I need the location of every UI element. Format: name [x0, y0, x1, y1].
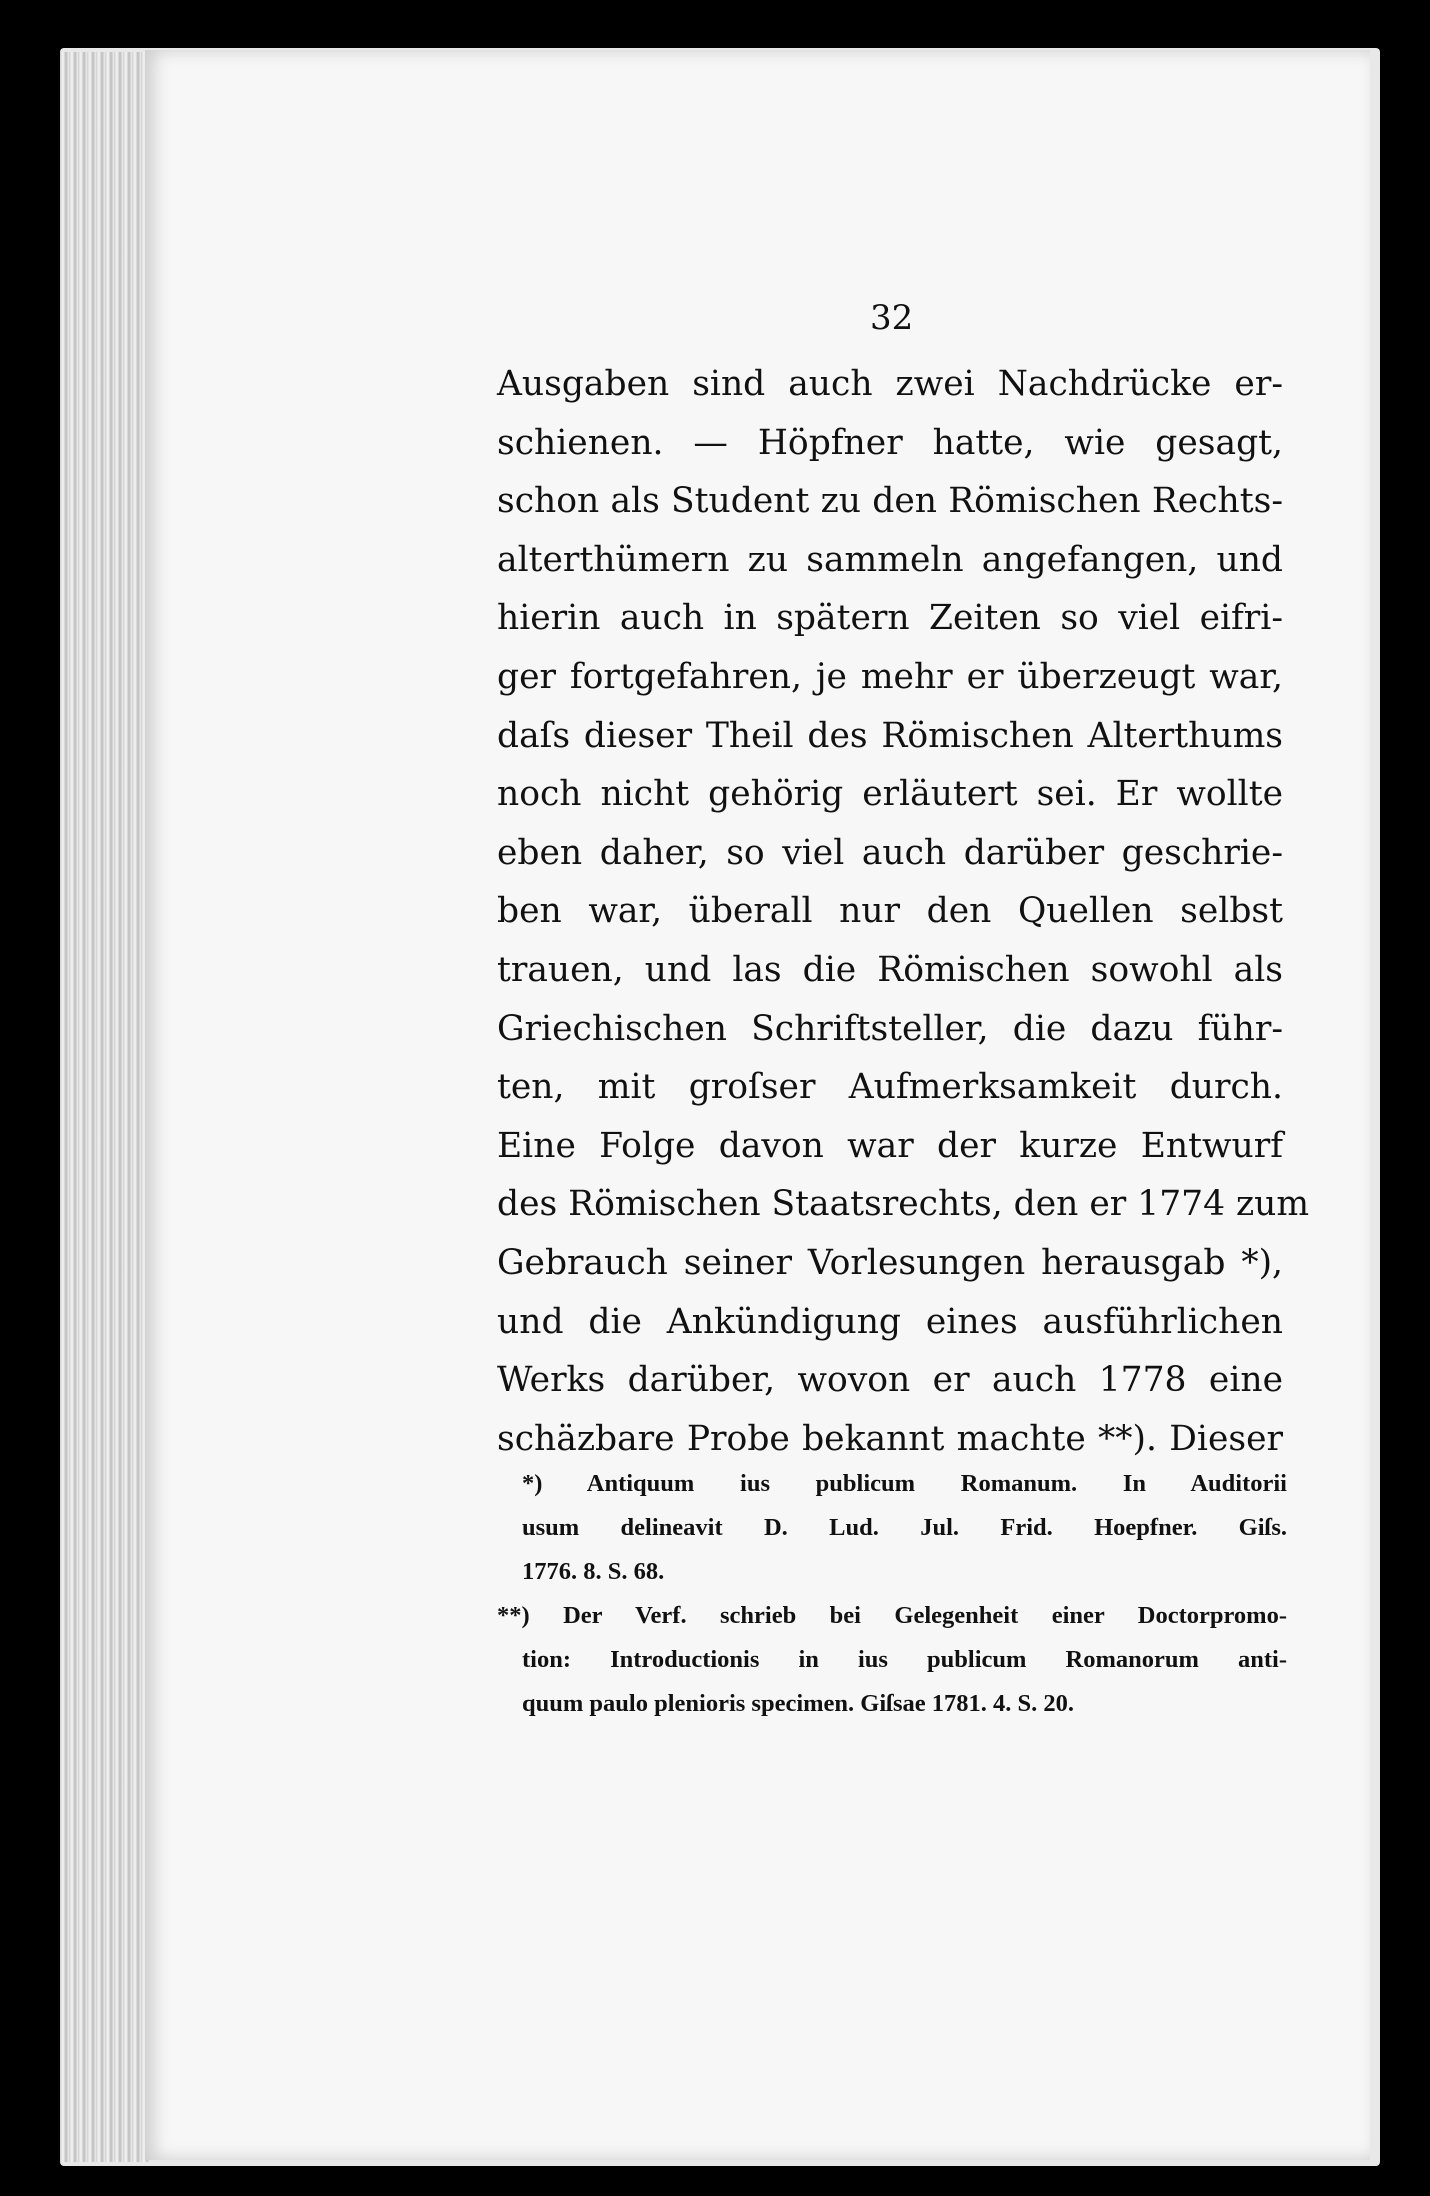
text-line: ger fortgefahren, je mehr er überzeugt war,: [497, 656, 1283, 697]
footnote-1-line: 1776. 8. S. 68.: [522, 1558, 665, 1585]
footnote-1-line: usum delineavit D. Lud. Jul. Frid. Hoepfner. Giſs.: [522, 1514, 1287, 1541]
text-line: noch nicht gehörig erläutert sei. Er wollte: [497, 774, 1283, 815]
text-line: ben war, überall nur den Quellen selbst: [497, 891, 1283, 932]
footnote-1-line: *) Antiquum ius publicum Romanum. In Auditorii: [522, 1470, 1287, 1497]
footnote-2-line: tion: Introductionis in ius publicum Romanorum anti-: [522, 1646, 1287, 1673]
text-line: Griechischen Schriftsteller, die dazu führ-: [497, 1008, 1283, 1049]
text-line: Werks darüber, wovon er auch 1778 eine: [497, 1360, 1283, 1401]
text-line: schäzbare Probe bekannt machte **). Dieser: [497, 1418, 1283, 1459]
text-line: trauen, und las die Römischen sowohl als: [497, 949, 1283, 990]
text-line: daſs dieser Theil des Römischen Alterthums: [497, 715, 1283, 756]
text-line: Eine Folge davon war der kurze Entwurf: [497, 1125, 1283, 1166]
text-line: Ausgaben sind auch zwei Nachdrücke er-: [497, 364, 1283, 404]
text-line: hierin auch in spätern Zeiten so viel eifri-: [497, 598, 1283, 639]
text-line: des Römischen Staatsrechts, den er 1774 zum: [497, 1184, 1310, 1225]
text-line: schon als Student zu den Römischen Rechts-: [497, 481, 1283, 522]
footnote-2-line: quum paulo plenioris specimen. Giſsae 1781. 4. S. 20.: [522, 1690, 1075, 1717]
text-line: schienen. — Höpfner hatte, wie gesagt,: [497, 422, 1283, 463]
body-text: [497, 355, 1310, 1468]
page-stack-edge: [60, 52, 150, 2162]
text-line: und die Ankündigung eines ausführlichen: [497, 1301, 1283, 1342]
page-number: 32: [870, 298, 914, 338]
footnotes: [497, 1462, 1287, 1726]
footnote-2-line: **) Der Verf. schrieb bei Gelegenheit einer Doctorpromo-: [497, 1602, 1287, 1629]
text-line: ten, mit groſser Aufmerksamkeit durch.: [497, 1067, 1283, 1108]
text-line: alterthümern zu sammeln angefangen, und: [497, 539, 1283, 580]
text-line: eben daher, so viel auch darüber geschrie-: [497, 832, 1283, 873]
text-line: Gebrauch seiner Vorlesungen herausgab *),: [497, 1242, 1283, 1283]
